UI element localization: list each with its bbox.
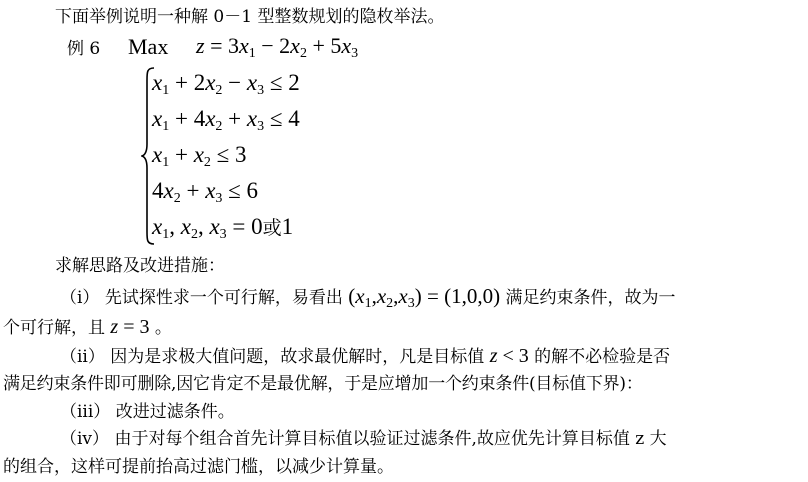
step-i-tuple: $(x_1,x_2,x_3) = (1,0,0)$ [348, 284, 501, 311]
step-iii-line [60, 401, 235, 423]
constraint-3: $x_1 + x_2 \le 3$ [152, 142, 247, 170]
step-ii-cond: z < 3 [489, 345, 529, 367]
step-i-marker: （i） [60, 288, 100, 308]
constraint-4: $4x_2 + x_3 \le 6$ [152, 178, 259, 206]
example-label: 例 6 [67, 39, 101, 59]
constraint-2: $x_1 + 4x_2 + x_3 \le 4$ [152, 106, 300, 134]
section-heading: 求解思路及改进措施： [55, 256, 225, 276]
constraint-1: $x_1 + 2x_2 - x_3 \le 2$ [152, 70, 300, 98]
step-ii-marker: （ii） [60, 347, 105, 367]
step-iv-line1 [60, 428, 667, 450]
step-iv-line2: 的组合，这样可提前抬高过滤门槛，以减少计算量。 [3, 457, 394, 477]
step-ii-text-after: 的解不必检验是否 [534, 347, 671, 367]
step-ii-line2: 满足约束条件即可删除,因它肯定不是最优解，于是应增加一个约束条件(目标值下界)： [3, 374, 643, 394]
step-iv-text: 由于对每个组合首先计算目标值以验证过滤条件,故应优先计算目标值 z 大 [114, 429, 667, 449]
objective-function: $z = 3x_1 - 2x_2 + 5x_3$ [196, 33, 359, 61]
step-ii-line1 [60, 345, 670, 368]
step-i-line2: 个可行解，且 z = 3 。 [3, 316, 172, 338]
step-i-line1 [60, 285, 675, 309]
step-i-text-after: 满足约束条件，故为一 [505, 288, 676, 308]
intro-text: 下面举例说明一种解 0－1 型整数规划的隐枚举法。 [55, 7, 445, 27]
step-iv-marker: （iv） [60, 429, 110, 449]
step-iii-marker: （iii） [60, 402, 111, 422]
step-i-text-before: 先试探性求一个可行解，易看出 [104, 288, 343, 308]
objective-prefix: Max [128, 34, 169, 59]
constraint-5: $x_1$, $x_2$, $x_3 = 0$或1 [152, 214, 294, 242]
step-iii-text: 改进过滤条件。 [115, 402, 235, 422]
step-ii-text-before: 因为是求极大值问题，故求最优解时，凡是目标值 [110, 347, 485, 367]
